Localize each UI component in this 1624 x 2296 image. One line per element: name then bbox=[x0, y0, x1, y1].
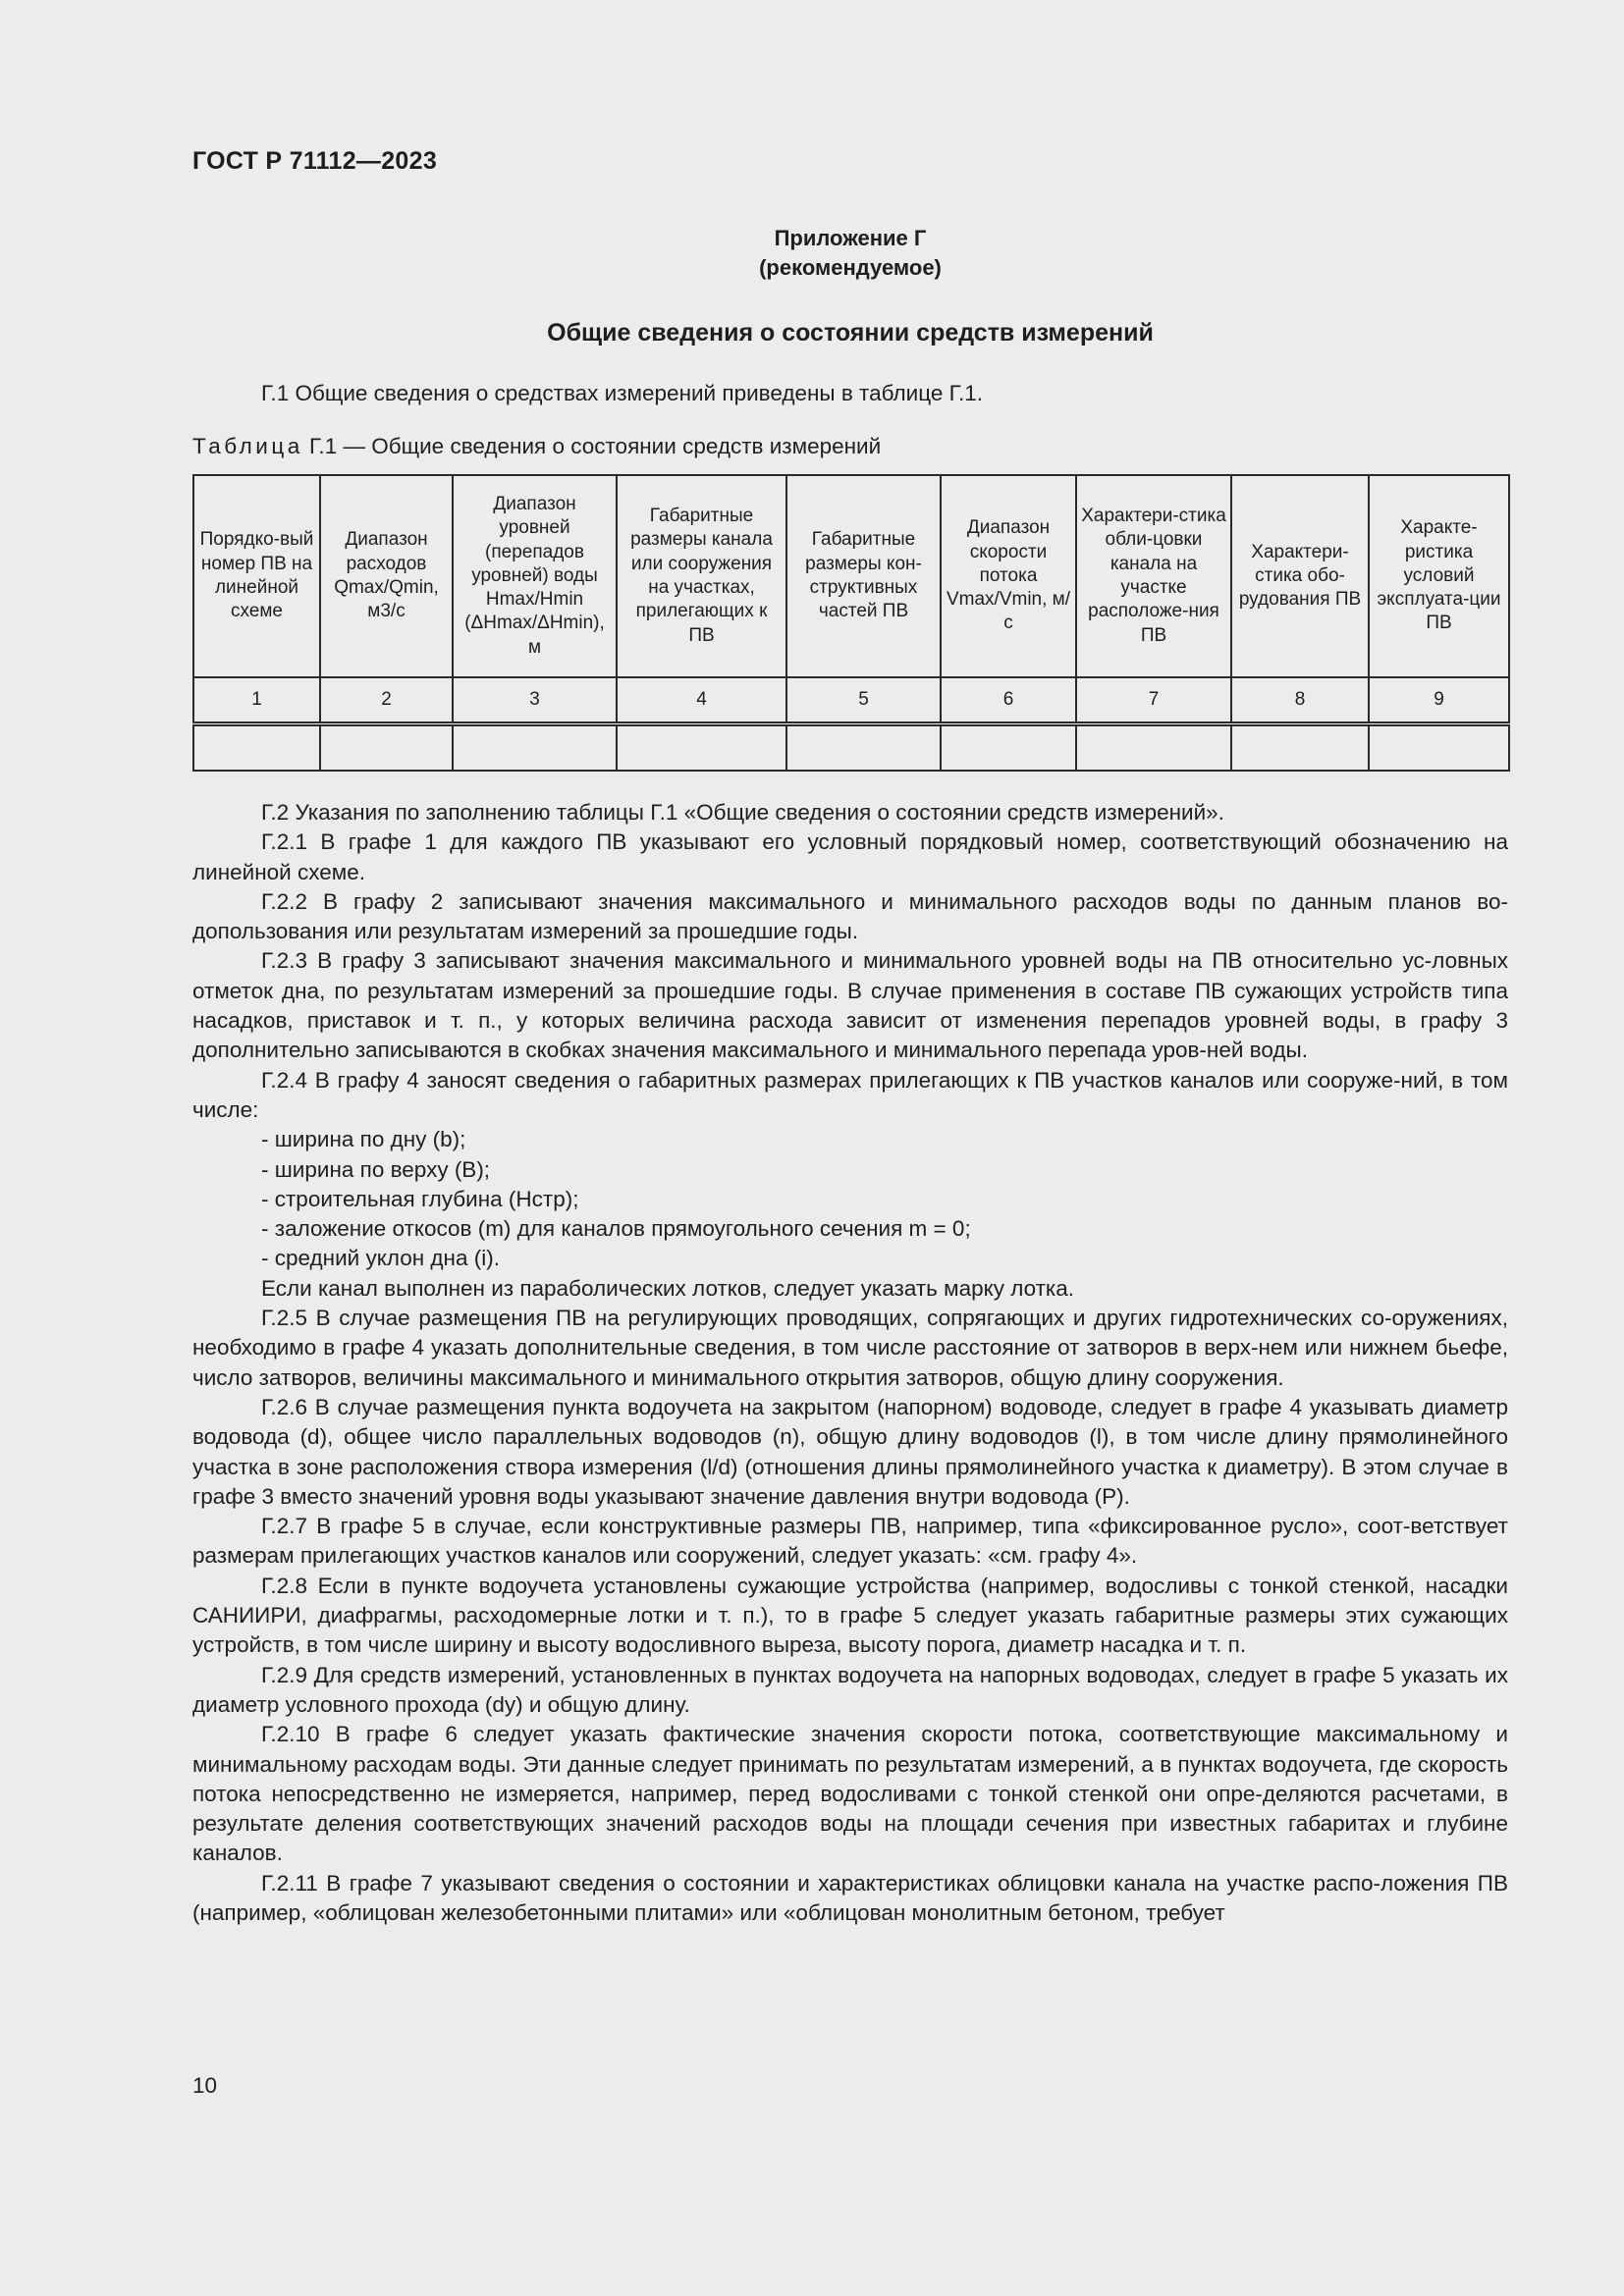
table-cell bbox=[193, 724, 320, 772]
column-number-cell: 6 bbox=[941, 677, 1076, 724]
paragraph: Г.2.4 В графу 4 заносят сведения о габаритных размерах прилегающих к ПВ участков каналов или сооруже-ний, в том числе: bbox=[192, 1067, 1508, 1122]
table-cell bbox=[786, 724, 941, 772]
paragraph: Г.2.6 В случае размещения пункта водоучета на закрытом (напорном) водоводе, следует в графе 4 указывать диаметр водовода (d), общее число параллельных водоводов (n), общую длину водоводов (l), в том числе длину прямолинейного участка в зоне расположения створа измерения (l/d) (отношения длины прямолинейного участка к диаметру). В этом случае в графе 3 вместо значений уровня воды указывают значение давления внутри водовода (P). bbox=[192, 1394, 1508, 1509]
header-cell: Диапазон расходов Qmax/Qmin, м3/с bbox=[320, 475, 453, 677]
table-caption-text: Г.1 — Общие сведения о состоянии средств измерений bbox=[309, 434, 882, 458]
column-number-cell: 5 bbox=[786, 677, 941, 724]
paragraph: Г.2.10 В графе 6 следует указать фактические значения скорости потока, соответствующие максимальному и минимальному расходам воды. Эти данные следует принимать по результатам измерений, а в пунктах водоучета, где скорость потока непосредственно не измеряется, например, перед водосливами с тонкой стенкой они опре-деляются расчетами, в результате деления соответствующих значений расходов воды на площади сечения при известных габаритах и глубине каналов. bbox=[192, 1722, 1508, 1866]
intro-paragraph: Г.1 Общие сведения о средствах измерений приведены в таблице Г.1. bbox=[261, 381, 984, 405]
paragraph: Если канал выполнен из параболических лотков, следует указать марку лотка. bbox=[261, 1275, 1075, 1301]
page-number: 10 bbox=[192, 2073, 218, 2098]
table-caption bbox=[192, 434, 881, 459]
table-cell bbox=[1076, 724, 1231, 772]
list-item: - заложение откосов (m) для каналов прямоугольного сечения m = 0; bbox=[261, 1216, 971, 1242]
column-number-cell: 9 bbox=[1369, 677, 1509, 724]
table-number-row bbox=[193, 677, 1509, 724]
header-cell: Характери-стика обо-рудования ПВ bbox=[1231, 475, 1369, 677]
column-number-cell: 1 bbox=[193, 677, 320, 724]
header-cell: Габаритные размеры канала или сооружения на участках, прилегающих к ПВ bbox=[617, 475, 786, 677]
header-cell: Диапазон скорости потока Vmax/Vmin, м/с bbox=[941, 475, 1076, 677]
table-cell bbox=[453, 724, 617, 772]
standard-id: ГОСТ Р 71112—2023 bbox=[192, 147, 438, 175]
paragraph: Г.2.5 В случае размещения ПВ на регулирующих проводящих, сопрягающих и других гидротехнических со-оружениях, необходимо в графе 4 указать дополнительные сведения, в том числе расстояние от затворов в верх-нем или нижнем бьефе, число затворов, величины максимального и минимального открытия затворов, общую длину сооружения. bbox=[192, 1306, 1508, 1390]
column-number-cell: 8 bbox=[1231, 677, 1369, 724]
paragraph: Г.2 Указания по заполнению таблицы Г.1 «Общие сведения о состоянии средств измерений». bbox=[261, 800, 1224, 825]
column-number-cell: 3 bbox=[453, 677, 617, 724]
paragraph: Г.2.11 В графе 7 указывают сведения о состоянии и характеристиках облицовки канала на участке распо-ложения ПВ (например, «облицован железобетонными плитами» или «облицован монолитным бетоном, требует bbox=[192, 1870, 1508, 1925]
table-cell bbox=[1369, 724, 1509, 772]
list-item: - ширина по дну (b); bbox=[261, 1127, 466, 1152]
list-item: - средний уклон дна (i). bbox=[261, 1246, 500, 1271]
header-cell: Габаритные размеры кон-структивных частей ПВ bbox=[786, 475, 941, 677]
table-cell bbox=[320, 724, 453, 772]
paragraph: Г.2.2 В графу 2 записывают значения максимального и минимального расходов воды по данным планов во-допользования или результатам измерений за прошедшие годы. bbox=[192, 888, 1508, 944]
paragraph: Г.2.9 Для средств измерений, установленных в пунктах водоучета на напорных водоводах, следует в графе 5 указать их диаметр условного прохода (dу) и общую длину. bbox=[192, 1662, 1508, 1717]
list-item: - строительная глубина (Hстр); bbox=[261, 1186, 579, 1211]
paragraph: Г.2.3 В графу 3 записывают значения максимального и минимального уровней воды на ПВ относительно ус-ловных отметок дна, по результатам измерений за прошедшие годы. В случае применения в составе ПВ сужающих устройств типа насадков, приставок и т. п., у которых величина расхода зависит от изменения перепадов уровней воды, в графу 3 дополнительно записываются в скобках значения максимального и минимального перепада уров-ней воды. bbox=[192, 948, 1508, 1063]
table-header-row bbox=[193, 475, 1509, 677]
section-title: Общие сведения о состоянии средств измерений bbox=[547, 319, 1154, 347]
paragraph: Г.2.8 Если в пункте водоучета установлены сужающие устройства (например, водосливы с тонкой стенкой, насадки САНИИРИ, диафрагмы, расходомерные лотки и т. п.), то в графе 5 следует указать габаритные размеры этих сужающих устройств, в том числе ширину и высоту водосливного выреза, высоту порога, диаметр насадка и т. п. bbox=[192, 1573, 1508, 1658]
column-number-cell: 2 bbox=[320, 677, 453, 724]
table-empty-row bbox=[193, 724, 1509, 772]
column-number-cell: 4 bbox=[617, 677, 786, 724]
header-cell: Порядко-вый номер ПВ на линейной схеме bbox=[193, 475, 320, 677]
header-cell: Характе-ристика условий эксплуата-ции ПВ bbox=[1369, 475, 1509, 677]
appendix-type: (рекомендуемое) bbox=[759, 255, 942, 280]
header-cell: Характери-стика обли-цовки канала на участке расположе-ния ПВ bbox=[1076, 475, 1231, 677]
info-table bbox=[192, 474, 1510, 772]
table-cell bbox=[941, 724, 1076, 772]
table-cell bbox=[1231, 724, 1369, 772]
paragraph: Г.2.7 В графе 5 в случае, если конструктивные размеры ПВ, например, типа «фиксированное русло», соот-ветствует размерам прилегающих участков каналов или сооружений, следует указать: «см. графу 4». bbox=[192, 1514, 1508, 1569]
table-caption-word: Таблица bbox=[192, 434, 303, 458]
body-text bbox=[192, 798, 1508, 1928]
header-cell: Диапазон уровней (перепадов уровней) воды Hmax/Hmin (ΔHmax/ΔHmin), м bbox=[453, 475, 617, 677]
table-cell bbox=[617, 724, 786, 772]
list-item: - ширина по верху (B); bbox=[261, 1156, 491, 1182]
appendix-title: Приложение Г bbox=[774, 226, 927, 250]
paragraph: Г.2.1 В графе 1 для каждого ПВ указывают его условный порядковый номер, соответствующий обозначению на линейной схеме. bbox=[192, 829, 1508, 884]
column-number-cell: 7 bbox=[1076, 677, 1231, 724]
